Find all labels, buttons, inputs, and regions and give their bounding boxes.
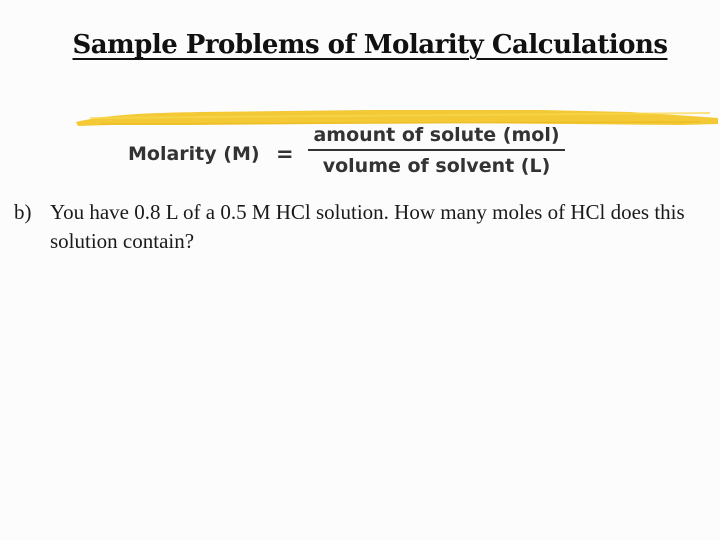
formula-denominator: volume of solvent (L) <box>322 155 551 177</box>
formula-fraction <box>304 124 569 177</box>
formula-lhs: Molarity (M) <box>128 143 260 165</box>
problem-marker: b) <box>14 200 32 224</box>
formula-numerator: amount of solute (mol) <box>313 124 560 146</box>
problem-b <box>14 198 704 256</box>
problem-text: You have 0.8 L of a 0.5 M HCl solution. How many moles of HCl does this solution contain? <box>50 200 685 253</box>
fraction-bar <box>308 149 565 151</box>
formula-equals-sign: = <box>276 142 294 166</box>
slide-title: Sample Problems of Molarity Calculations <box>72 30 668 60</box>
